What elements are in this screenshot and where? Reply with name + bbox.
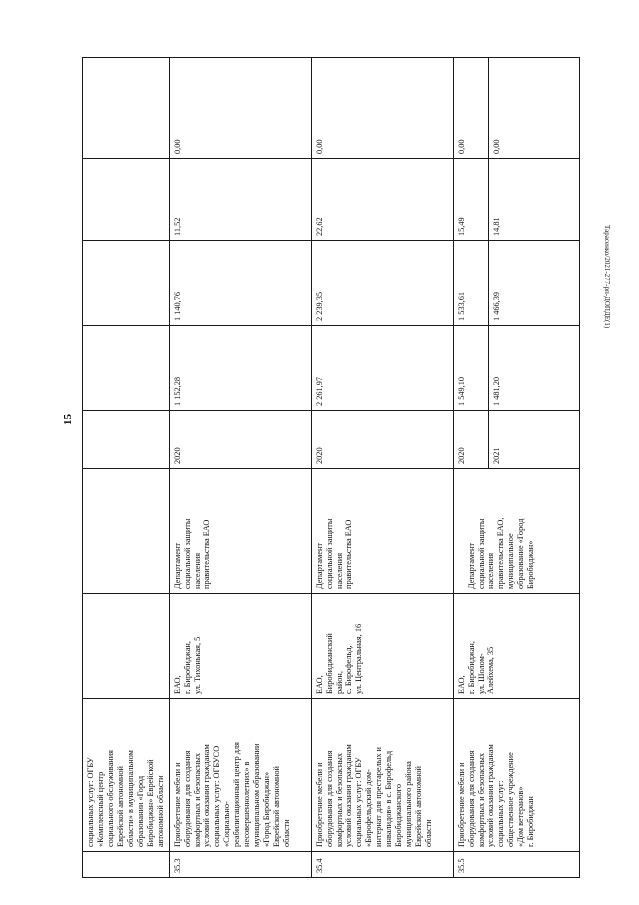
- cell-total: 1 152,28: [169, 326, 311, 411]
- cell-extra: 0,00: [311, 58, 453, 159]
- cell-year: 2020: [169, 411, 311, 469]
- cell-year: 2021: [488, 411, 579, 469]
- cell-number: 35.3: [169, 852, 311, 878]
- table-row: [311, 58, 453, 878]
- cell-local: 14,81: [488, 159, 579, 241]
- cell-extra: [83, 58, 170, 159]
- table-row: [453, 58, 488, 878]
- cell-name: социальных услуг: ОГБУ «Комплексный центр социального обслуживания Еврейской автономной области» в муниципальном образовании «Город Биробиджан» Еврейской автономной области: [83, 699, 170, 852]
- cell-executor: [453, 469, 579, 594]
- cell-local: [83, 159, 170, 241]
- table-row: [83, 58, 170, 878]
- cell-executor: Департамент социальной защиты населения правительства ЕАО: [311, 469, 453, 594]
- cell-regional: 1 533,61: [453, 241, 488, 326]
- cell-local: 15,49: [453, 159, 488, 241]
- executor-primary: Департамент социальной защиты населения правительства ЕАО,: [466, 517, 506, 589]
- table-row: [169, 58, 311, 878]
- cell-total: 1 549,10: [453, 326, 488, 411]
- cell-regional: [83, 241, 170, 326]
- cell-total: 2 261,97: [311, 326, 453, 411]
- cell-local: 11,52: [169, 159, 311, 241]
- program-table: [82, 57, 580, 878]
- cell-regional: 1 140,76: [169, 241, 311, 326]
- cell-address: ЕАО, г. Биробиджан, ул. Тихонькая, 5: [169, 594, 311, 699]
- cell-number: 35.5: [453, 852, 579, 878]
- cell-regional: 1 466,39: [488, 241, 579, 326]
- cell-name: Приобретение мебели и оборудования для создания комфортных и безопасных условий оказания гражданам социальных услуг: общественное учреждение «Дом ветеранов» г. Биробиджан: [453, 699, 579, 852]
- cell-total: 1 481,20: [488, 326, 579, 411]
- cell-extra: 0,00: [453, 58, 488, 159]
- document-code: Тарасенко/2021-277-рп-ДОПДЕ(1): [603, 225, 611, 329]
- cell-address: [83, 594, 170, 699]
- cell-name: Приобретение мебели и оборудования для создания комфортных и безопасных условий оказания гражданам социальных услуг: ОГБУСО «Социально- реабилитационный центр для несовершеннолетних» в муниципальном образовании «Город Биробиджан» Еврейской автономной области: [169, 699, 311, 852]
- cell-address: ЕАО, Биробиджанский район, с. Бирофельд, ул. Центральная, 16: [311, 594, 453, 699]
- cell-extra: 0,00: [169, 58, 311, 159]
- cell-total: [83, 326, 170, 411]
- cell-year: 2020: [311, 411, 453, 469]
- cell-local: 22,62: [311, 159, 453, 241]
- cell-name: Приобретение мебели и оборудования для создания комфортных и безопасных условий оказания гражданам социальных услуг: ОГБУ «Бирофельдский дом- интернат для престарелых и инвалидов» в с. Бирофельд Биробиджанского муниципального района Еврейской автономной области: [311, 699, 453, 852]
- rotated-table-area: [82, 58, 560, 878]
- page-number: 15: [62, 414, 74, 425]
- cell-address: ЕАО, г. Биробиджан, ул. Шолом- Алейхема, 35: [453, 594, 579, 699]
- cell-year: 2020: [453, 411, 488, 469]
- cell-number: 35.4: [311, 852, 453, 878]
- cell-executor: Департамент социальной защиты населения правительства ЕАО: [169, 469, 311, 594]
- cell-regional: 2 239,35: [311, 241, 453, 326]
- cell-extra: 0,00: [488, 58, 579, 159]
- cell-number: [83, 852, 170, 878]
- cell-executor: [83, 469, 170, 594]
- cell-year: [83, 411, 170, 469]
- executor-secondary: муниципальное образование «Город Биробиджан»: [506, 518, 536, 589]
